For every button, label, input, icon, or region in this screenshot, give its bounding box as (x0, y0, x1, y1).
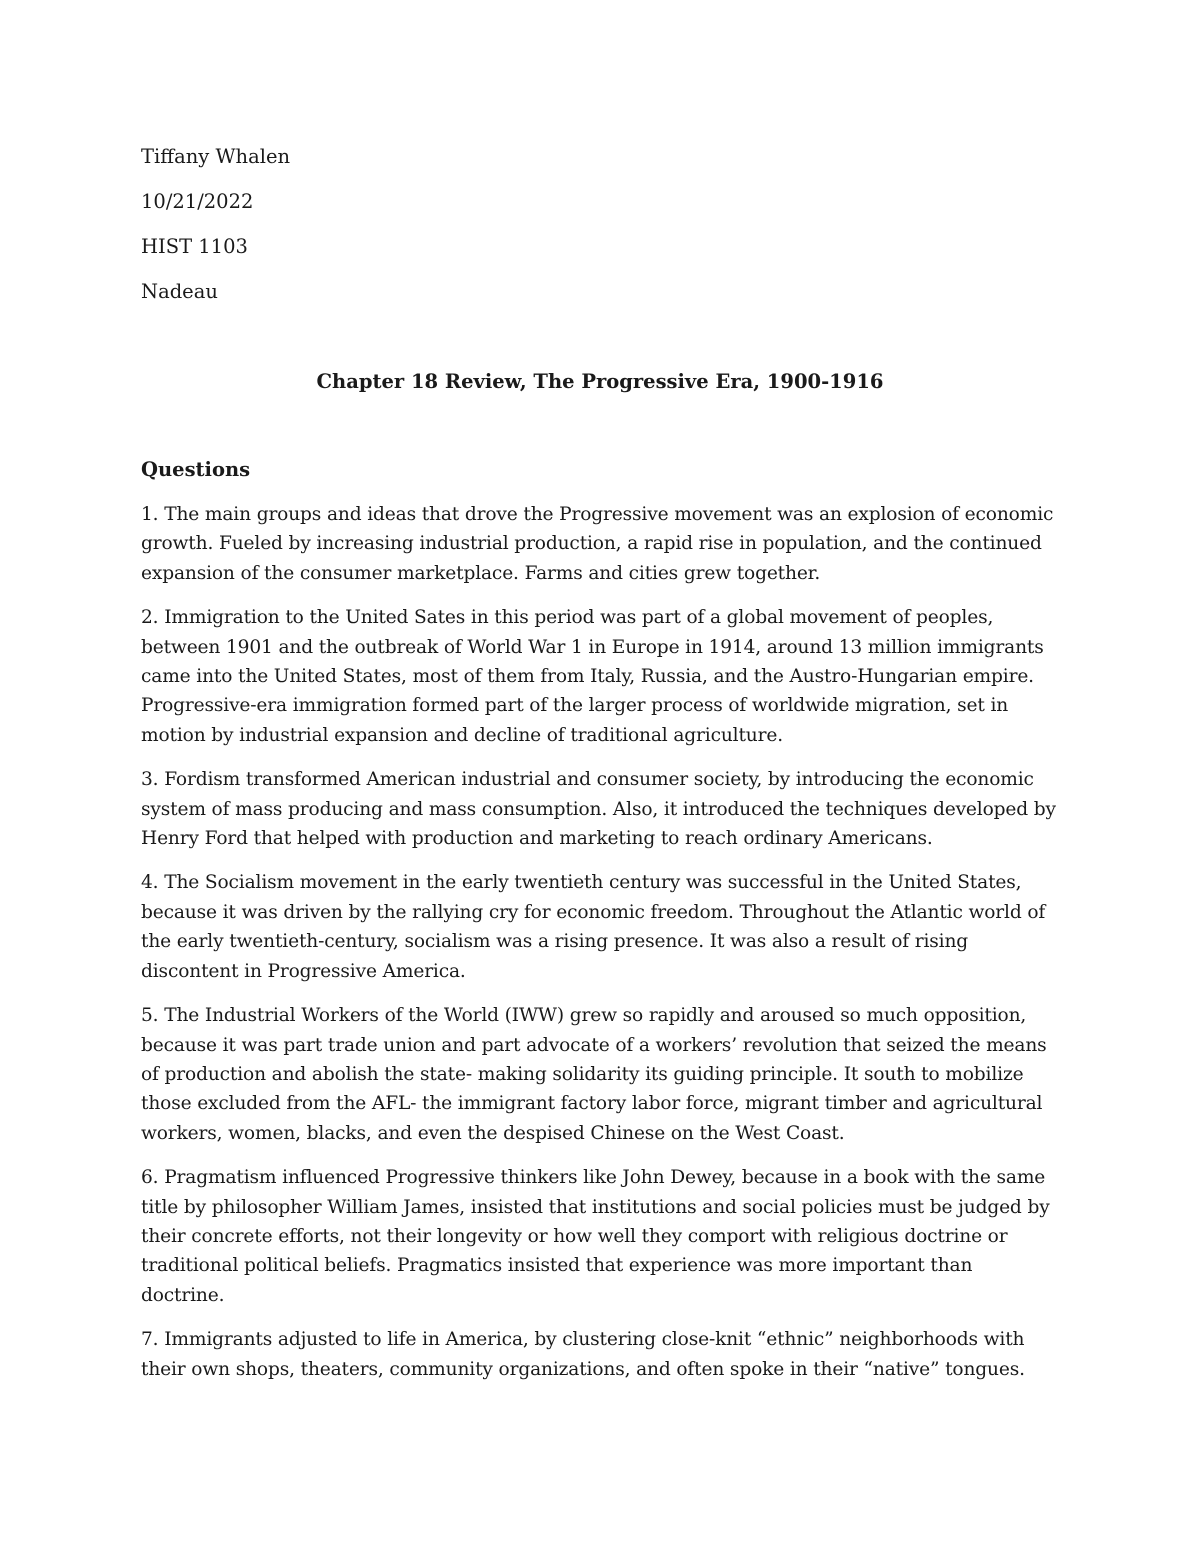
answer-paragraph: 1. The main groups and ideas that drove the Progressive movement was an explosion of economic growth. Fueled by increasing industrial production, a rapid rise in population, and the continued expansion of the consumer marketplace. Farms and cities grew together. (141, 504, 1054, 584)
answer-paragraph: 6. Pragmatism influenced Progressive thinkers like John Dewey, because in a book with the same title by philosopher William James, insisted that institutions and social policies must be judged by their concrete efforts, not their longevity or how well they comport with religious doctrine or traditional political beliefs. Pragmatics insisted that experience was more important than doctrine. (141, 1167, 1050, 1306)
submission-date: 10/21/2022 (141, 190, 254, 213)
answer-paragraph: 4. The Socialism movement in the early twentieth century was successful in the United States, because it was driven by the rallying cry for economic freedom. Throughout the Atlantic world of the early twentieth-century, socialism was a rising presence. It was also a result of rising discontent in Progressive America. (141, 872, 1046, 982)
answer-paragraph: 7. Immigrants adjusted to life in America, by clustering close-knit “ethnic” neighborhoods with their own shops, theaters, community organizations, and often spoke in their “native” tongues. (141, 1329, 1025, 1380)
instructor-name: Nadeau (141, 280, 218, 303)
header-block (141, 142, 741, 322)
student-name: Tiffany Whalen (141, 145, 291, 168)
answer-paragraph: 2. Immigration to the United Sates in this period was part of a global movement of peoples, between 1901 and the outbreak of World War 1 in Europe in 1914, around 13 million immigrants came into the United States, most of them from Italy, Russia, and the Austro-Hungarian empire. Progressive-era immigration formed part of the larger process of worldwide migration, set in motion by industrial expansion and decline of traditional agriculture. (141, 607, 1044, 746)
document-title: Chapter 18 Review, The Progressive Era, 1900-1916 (316, 370, 884, 393)
section-heading: Questions (141, 458, 251, 481)
answers-list (141, 500, 1061, 1399)
answer-paragraph: 5. The Industrial Workers of the World (IWW) grew so rapidly and aroused so much opposition, because it was part trade union and part advocate of a workers’ revolution that seized the means of production and abolish the state- making solidarity its guiding principle. It south to mobilize those excluded from the AFL- the immigrant factory labor force, migrant timber and agricultural workers, women, blacks, and even the despised Chinese on the West Coast. (141, 1005, 1047, 1144)
course-code: HIST 1103 (141, 235, 248, 258)
answer-paragraph: 3. Fordism transformed American industrial and consumer society, by introducing the economic system of mass producing and mass consumption. Also, it introduced the techniques developed by Henry Ford that helped with production and marketing to reach ordinary Americans. (141, 769, 1056, 850)
